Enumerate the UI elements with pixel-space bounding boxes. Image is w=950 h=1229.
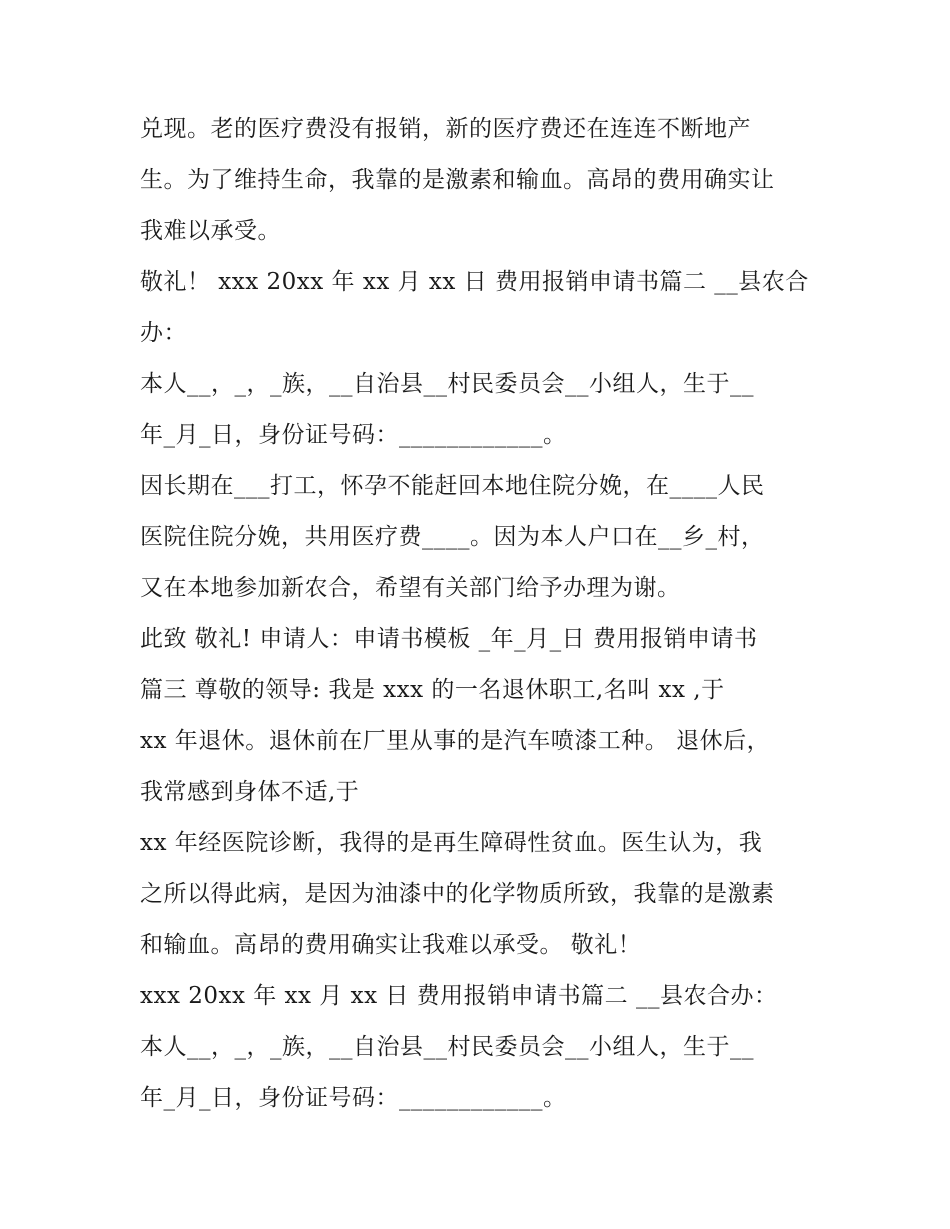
text-line: 办： — [140, 320, 187, 346]
text-line: 医院住院分娩，共用医疗费____。因为本人户口在__乡_村， — [140, 524, 765, 550]
text-line: 之所以得此病，是因为油漆中的化学物质所致，我靠的是激素 — [140, 881, 775, 907]
document-body — [140, 104, 840, 1124]
text-line: 和输血。高昂的费用确实让我难以承受。 敬礼！ — [140, 932, 642, 958]
text-line: 篇三 尊敬的领导: 我是 xxx 的一名退休职工,名叫 xx ,于 — [140, 677, 725, 703]
text-line: 我常感到身体不适,于 — [140, 779, 360, 805]
text-line: xx 年退休。退休前在厂里从事的是汽车喷漆工种。 退休后， — [140, 728, 771, 754]
text-line: 年_月_日，身份证号码：____________。 — [140, 1085, 567, 1111]
text-line: 此致 敬礼! 申请人：申请书模板 _年_月_日 费用报销申请书 — [140, 626, 758, 652]
text-line: 本人__，_，_族，__自治县__村民委员会__小组人，生于__ — [140, 1034, 754, 1060]
text-line: 本人__，_，_族，__自治县__村民委员会__小组人，生于__ — [140, 371, 754, 397]
text-line: 年_月_日，身份证号码：____________。 — [140, 422, 567, 448]
text-line: 兑现。老的医疗费没有报销，新的医疗费还在连连不断地产 — [140, 116, 751, 142]
text-line: xx 年经医院诊断，我得的是再生障碍性贫血。医生认为，我 — [140, 830, 763, 856]
text-line: 我难以承受。 — [140, 218, 281, 244]
text-line: 生。为了维持生命，我靠的是激素和输血。高昂的费用确实让 — [140, 167, 775, 193]
text-line: 又在本地参加新农合，希望有关部门给予办理为谢。 — [140, 575, 681, 601]
text-line: xxx 20xx 年 xx 月 xx 日 费用报销申请书篇二 __县农合办： — [140, 983, 778, 1009]
text-line: 因长期在___打工，怀孕不能赶回本地住院分娩，在____人民 — [140, 473, 765, 499]
text-line: 敬礼！ xxx 20xx 年 xx 月 xx 日 费用报销申请书篇二 __县农合 — [140, 269, 809, 295]
